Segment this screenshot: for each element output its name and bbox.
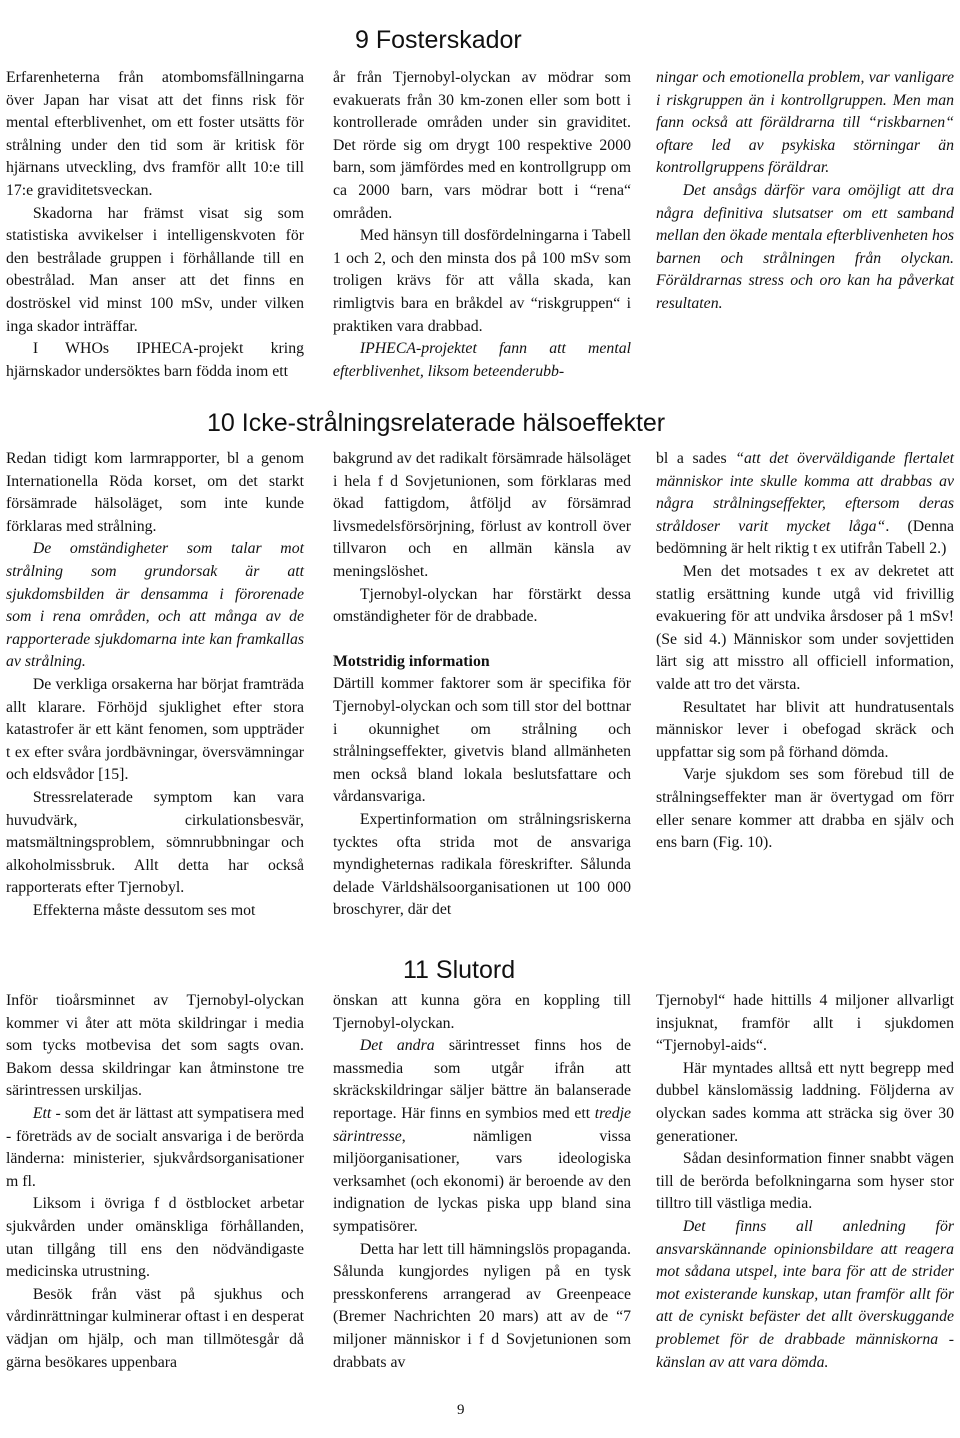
paragraph: Liksom i övriga f d östblocket arbetar sjukvården under omänskliga förhållanden, utan tillgång till ens den nödvändigaste medicinska utrustning. xyxy=(6,1195,304,1281)
paragraph: Sådan desinformation finner snabbt vägen till de berörda befolkningarna som hyser stor tilltro till västliga media. xyxy=(656,1150,954,1213)
paragraph xyxy=(6,1103,304,1193)
paragraph xyxy=(333,1035,631,1238)
paragraph: Här myntades alltså ett nytt begrepp med dubbel känslomässig laddning. Följderna av olyckan sades komma att sträcka sig över 30 generationer. xyxy=(656,1059,954,1145)
section-9-column-2 xyxy=(333,67,631,383)
text-run: - som det är lättast att sympatisera med - företräds av de socialt ansvariga i de berörda länderna: ministerier, sjukvårdsorganisationer m fl. xyxy=(6,1104,304,1190)
paragraph: De omständigheter som talar mot strålning som grundorsak är att sjukdomsbilden är densamma i förorenade som i rena områden, och att många av de rapporterade sjukdomarna inte kan framkallas av strålning. xyxy=(6,540,304,671)
section-10-column-1 xyxy=(6,448,304,922)
paragraph: önskan att kunna göra en koppling till Tjernobyl-olyckan. xyxy=(333,992,631,1032)
section-11-column-2 xyxy=(333,990,631,1374)
section-11-column-1 xyxy=(6,990,304,1374)
quote: “att det överväldigande flertalet människor inte skulle komma att drabbas av några strålningseffekter, eftersom deras stråldoser varit mycket låga“ xyxy=(656,450,954,535)
subheading: Motstridig information xyxy=(333,652,490,670)
text-run: Ett xyxy=(32,1104,52,1122)
section-11-title: 11 Slutord xyxy=(403,956,516,984)
section-10-title: 10 Icke-strålningsrelaterade hälsoeffekter xyxy=(207,409,666,437)
paragraph: Besök från väst på sjukhus och vårdinrättningar kulminerar oftast i en desperat vädjan om hjälp, och man tillmötesgår då gärna besökares uppenbara xyxy=(6,1285,304,1371)
paragraph: Redan tidigt kom larmrapporter, bl a genom Internationella Röda korset, om det starkt försämrade hälsoläget, som inte kunde förklaras med strålning. xyxy=(6,450,304,535)
section-11-column-3 xyxy=(656,990,954,1374)
paragraph: Detta har lett till hämningslös propaganda. Sålunda kungjordes nyligen på en tysk presskonferens arrangerad av Greenpeace (Bremer Nachrichten 20 mars) att av de “7 miljoner människor i f d Sovjetunionen som drabbats av xyxy=(333,1240,631,1371)
section-10-column-3 xyxy=(656,448,954,855)
paragraph: Erfarenheterna från atombomsfällningarna över Japan har visat att det finns risk för mental efterblivenhet, om ett foster utsätts för strålning under den tid som är kritisk för hjärnans utveckling, dvs framför allt 10:e till 17:e graviditetsveckan. xyxy=(6,69,304,199)
paragraph: Tjernobyl“ hade hittills 4 miljoner allvarligt insjuknat, framför allt i sjukdomen “Tjernobyl-aids“. xyxy=(656,992,954,1055)
text-run: tredje särintresse xyxy=(333,1104,631,1145)
text-run: bl a sades xyxy=(656,450,736,467)
section-9-column-1 xyxy=(6,67,304,383)
paragraph: bakgrund av det radikalt försämrade hälsoläget i hela f d Sovjetunionen, som förklaras med ökad fattigdom, åtföljd av försämrad livsmedelsförsörjning, förlust av kontroll över tillvaron och en allmän känsla av meningslöshet. xyxy=(333,450,631,580)
page-number: 9 xyxy=(457,1402,465,1418)
paragraph: Med hänsyn till dosfördelningarna i Tabell 1 och 2, och den minsta dos på 100 mSv som troligen krävs för att vålla skada, kan rimligtvis bara en bråkdel av “riskgruppen“ i praktiken vara drabbad. xyxy=(333,227,631,335)
paragraph: ningar och emotionella problem, var vanligare i riskgruppen än i kontrollgruppen. Men man fann också att föräldrarna till “riskbarnen“ oftare led av psykiska störningar än kontrollgruppens föräldrar. xyxy=(656,69,954,177)
paragraph: Därtill kommer faktorer som är specifika för Tjernobyl-olyckan och som till stor del bottnar i okunnighet om strålning och strålningseffekter, givetvis bland allmänheten men också bland lokala beslutsfattare och vårdansvariga. xyxy=(333,675,631,806)
text-run: , nämligen vissa miljöorganisationer, vars ideologiska verksamhet (och ekonomi) är beroende av den indignation de lyckas piska upp bland sina sympatisörer. xyxy=(333,1127,631,1235)
paragraph: Resultatet har blivit att hundratusentals människor lever i obefogad skräck och uppfattar sig som på förhand dömda. xyxy=(656,698,954,761)
paragraph: Expertinformation om strålningsriskerna tycktes ofta strida mot de ansvariga myndigheternas radikala föreskrifter. Sålunda delade Världshälsoorganisationen ut 100 000 broschyrer, där det xyxy=(333,810,631,919)
paragraph: Det ansågs därför vara omöjligt att dra några definitiva slutsatser om ett samband mellan den ökade mentala efterblivenheten hos barnen och strålningen från olyckan. Föräldrarnas stress och oro kan ha påverkat resultaten. xyxy=(656,181,954,312)
paragraph: Inför tioårsminnet av Tjernobyl-olyckan kommer vi åter att möta skildringar i media som tycks motbevisa det som sagts ovan. Bakom dessa skildringar kan åtminstone tre särintressen urskiljas. xyxy=(6,992,304,1100)
paragraph: IPHECA-projektet fann att mental efterblivenhet, liksom beteenderubb- xyxy=(333,340,631,380)
section-9-column-3 xyxy=(656,67,954,316)
paragraph: Men det motsades t ex av dekretet att statlig ersättning kunde utgå vid frivillig evakuering för att undvika årsdoser på 1 mSv! (Se sid 4.) Människor som under sovjettiden lärt sig att misstro all officiell information, valde att tro det värsta. xyxy=(656,562,954,693)
text-run: . (Denna bedömning är helt riktig t ex utifrån Tabell 2.) xyxy=(656,517,954,558)
paragraph: Det finns all anledning för ansvarskännande opinionsbildare att reagera mot sådana utspel, inte bara för att de strider mot existerande kunskap, utan framför allt för att de cyniskt befäster det allt överskuggande problemet för de drabbade människorna - känslan av att vara dömda. xyxy=(656,1217,954,1371)
paragraph: Skadorna har främst visat sig som statistiska avvikelser i intelligenskvoten för den bestrålade gruppen i förhållande till en obestrålad. Man anser att det finns en doströskel vid minst 100 mSv, under vilken inga skador inträffar. xyxy=(6,204,304,335)
paragraph: Tjernobyl-olyckan har förstärkt dessa omständigheter för de drabbade. xyxy=(333,585,631,626)
paragraph: I WHOs IPHECA-projekt kring hjärnskador undersöktes barn födda inom ett xyxy=(6,340,304,380)
paragraph: år från Tjernobyl-olyckan av mödrar som evakuerats från 30 km-zonen eller som bott i kontrollerade områden under sin graviditet. Det rörde sig om drygt 100 respektive 2000 barn, som jämfördes med en kontrollgrupp om ca 2000 barn, vars mödrar bott i “rena“ områden. xyxy=(333,69,631,222)
paragraph: Varje sjukdom ses som förebud till de strålningseffekter man är övertygad om förr eller senare kommer att drabba en själv och ens barn (Fig. 10). xyxy=(656,766,954,852)
paragraph xyxy=(656,448,954,561)
paragraph: De verkliga orsakerna har börjat framträda allt klarare. Förhöjd sjuklighet efter stora katastrofer är ett känt fenomen, som uppträder t ex efter svåra jordbävningar, översvämningar och eldsvådor [15]. xyxy=(6,675,304,784)
text-run: särintresset finns hos de massmedia som utgår ifrån att skräckskildringar säljer bättre än balanserade reportage. Här finns en symbios med ett xyxy=(333,1037,631,1122)
paragraph: Stressrelaterade symptom kan vara huvudvärk, cirkulationsbesvär, matsmältningsproblem, sömnrubbningar och alkoholmissbruk. Allt detta har också rapporterats efter Tjernobyl. xyxy=(6,788,304,897)
section-10-column-2 xyxy=(333,448,631,922)
text-run: Det andra xyxy=(359,1037,435,1055)
paragraph: Effekterna måste dessutom ses mot xyxy=(32,901,256,919)
section-9-title: 9 Fosterskador xyxy=(355,26,522,54)
